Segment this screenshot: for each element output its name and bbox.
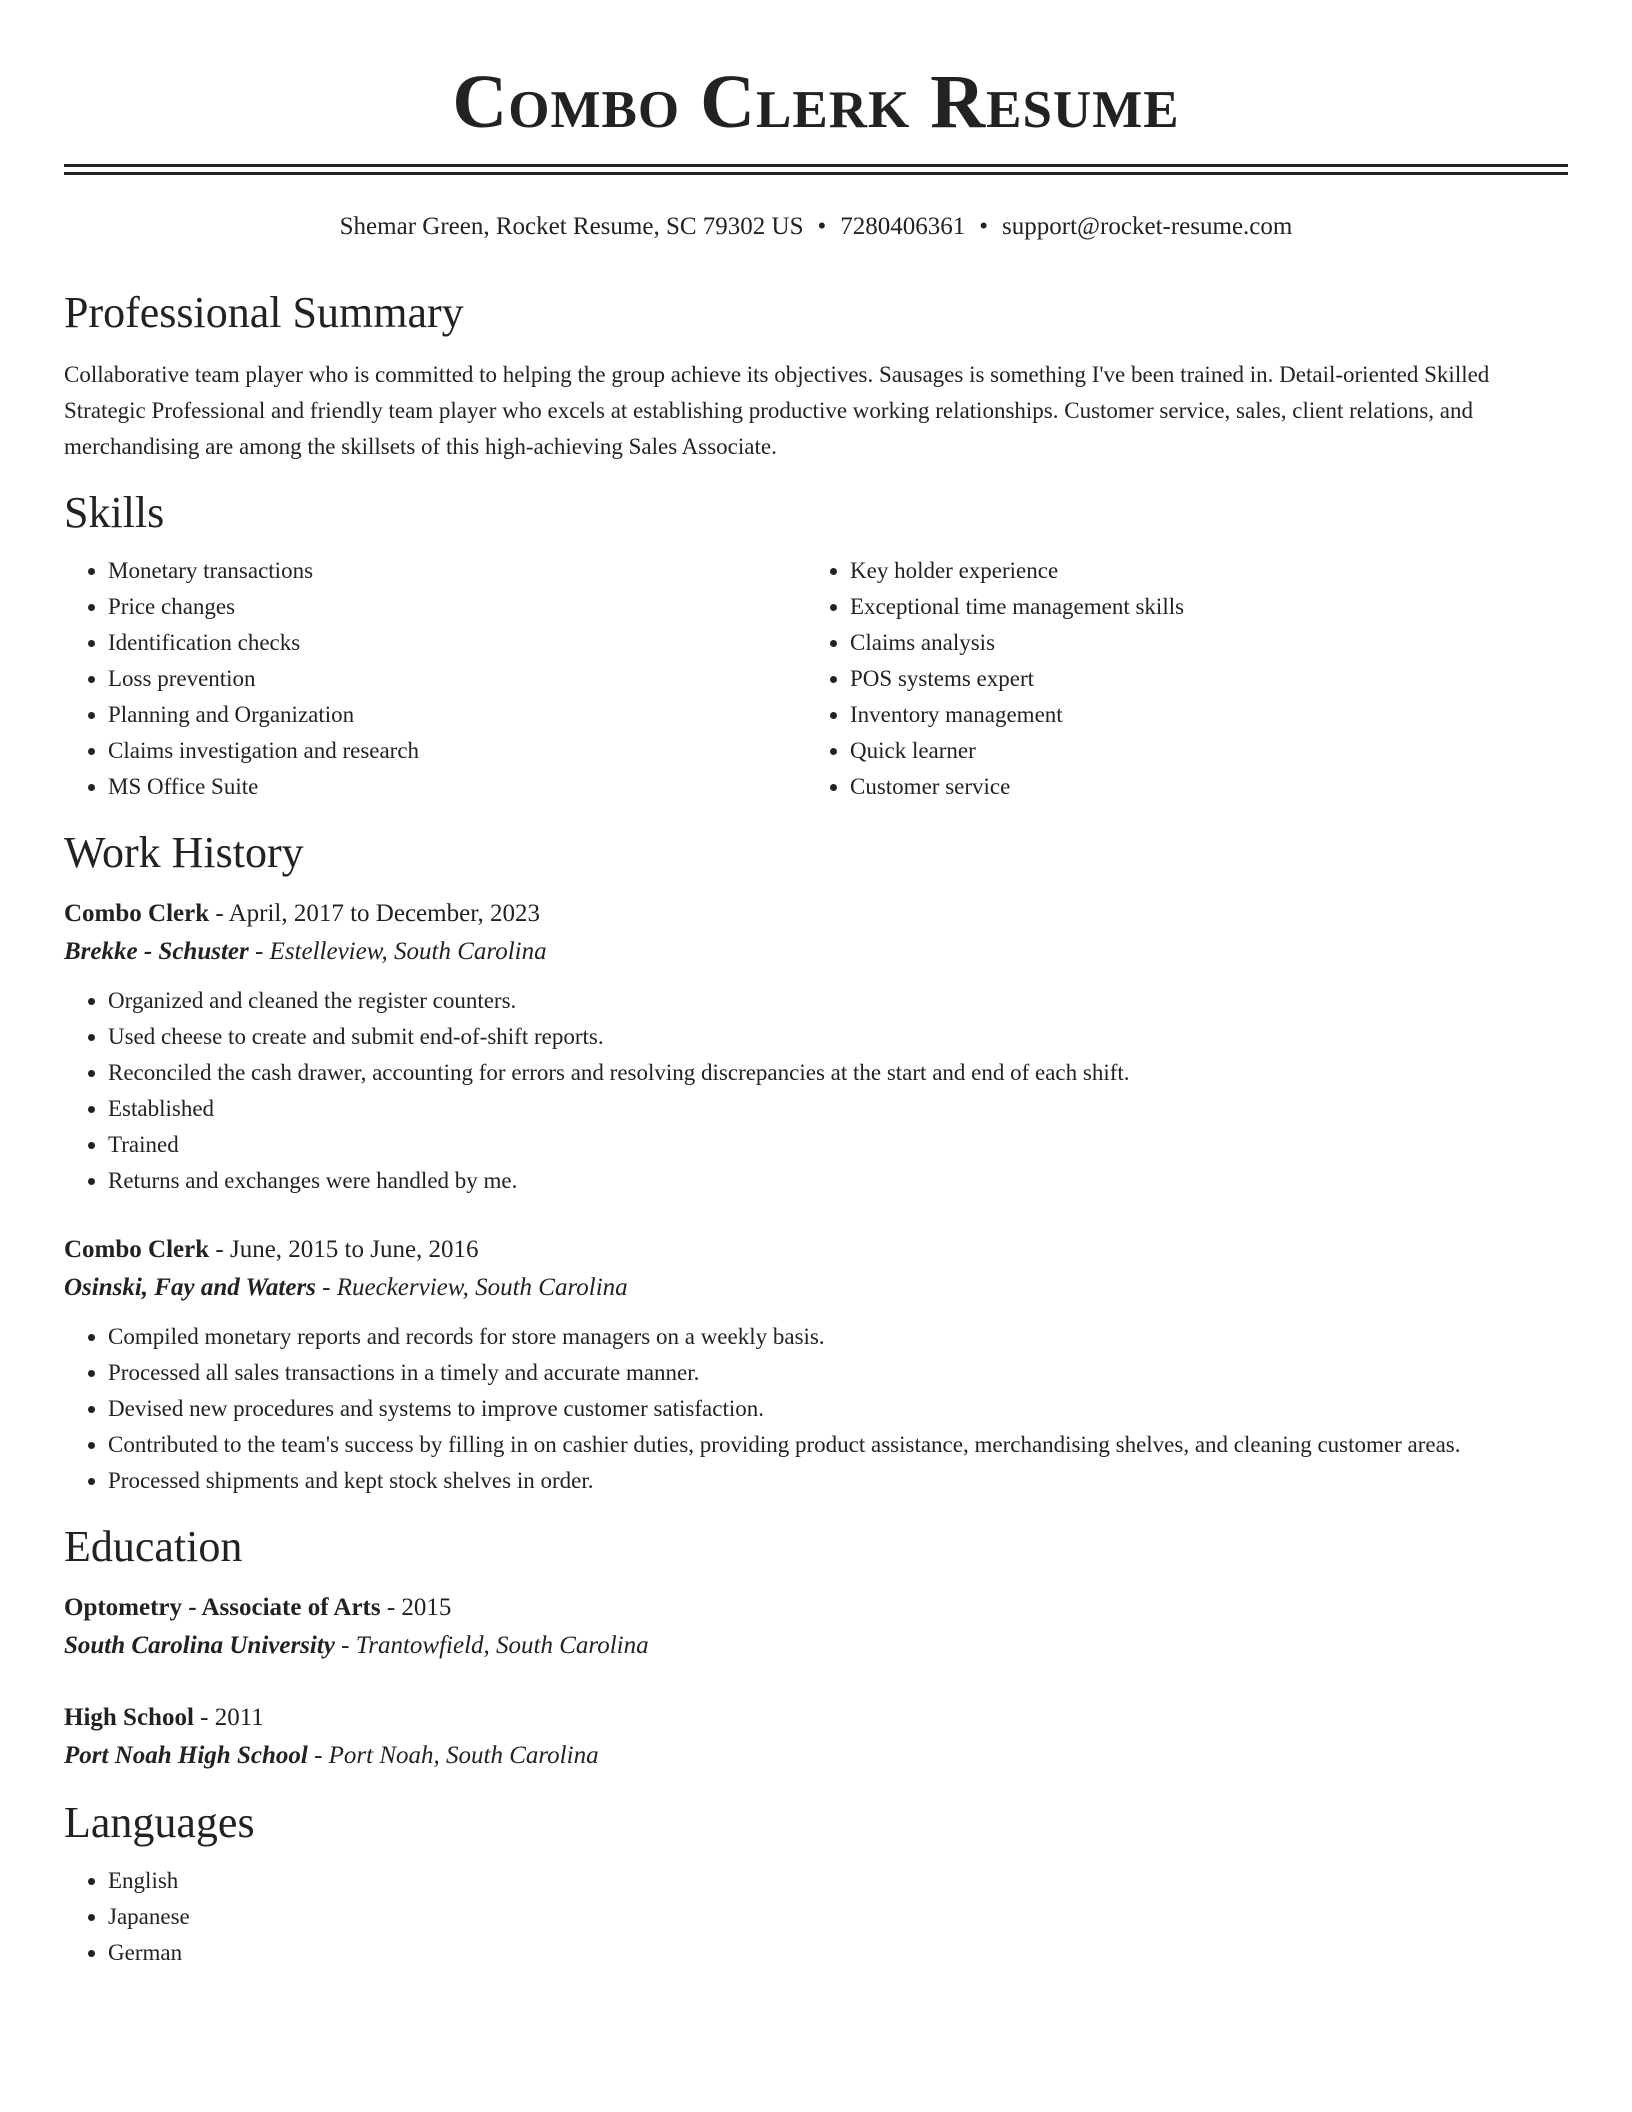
education-year: - 2015 (380, 1594, 452, 1621)
education-year: - 2011 (193, 1704, 264, 1731)
work-history-heading: Work History (64, 828, 304, 877)
skills-columns (64, 553, 1568, 805)
contact-separator: • (979, 213, 989, 240)
languages-heading: Languages (64, 1798, 255, 1847)
skills-list-left (64, 553, 806, 805)
job-bullet: • Processed shipments and kept stock shelves in order. (108, 1463, 1568, 1499)
education-location: - Port Noah, South Carolina (307, 1742, 599, 1769)
summary-heading: Professional Summary (64, 288, 464, 337)
title-divider (64, 164, 1568, 175)
skills-section (64, 487, 1568, 805)
contact-line (64, 211, 1568, 243)
education-school-line (64, 1737, 1568, 1775)
job-entry (64, 1231, 1568, 1499)
contact-email: support@rocket-resume.com (1002, 213, 1293, 240)
skill-item: • Exceptional time management skills (850, 589, 1548, 625)
job-bullet: • Processed all sales transactions in a timely and accurate manner. (108, 1355, 1568, 1391)
job-company: Brekke - Schuster (64, 938, 249, 965)
skills-column-left (64, 553, 806, 805)
job-title-line (64, 895, 1568, 933)
education-entry (64, 1699, 1568, 1775)
job-bullet: • Trained (108, 1127, 1568, 1163)
education-school-line (64, 1627, 1568, 1665)
contact-phone: 7280406361 (840, 213, 966, 240)
skill-item: • Claims investigation and research (108, 733, 806, 769)
education-location: - Trantowfield, South Carolina (334, 1632, 649, 1659)
education-school: South Carolina University (64, 1632, 335, 1659)
education-heading: Education (64, 1522, 243, 1571)
job-company: Osinski, Fay and Waters (64, 1274, 316, 1301)
job-title: Combo Clerk (64, 1236, 210, 1263)
skills-list-right (806, 553, 1548, 805)
skill-item: • Identification checks (108, 625, 806, 661)
education-school: Port Noah High School (64, 1742, 308, 1769)
summary-text: Collaborative team player who is committed to helping the group achieve its objectives. Sausages is something I've been trained in. Detail-oriented Skilled Strategic Professional and friendly team player who excels at establishing productive working relationships. Customer service, sales, client relations, and merchandising are among the skillsets of this high-achieving Sales Associate. (64, 362, 1490, 459)
skill-item: • Customer service (850, 769, 1548, 805)
work-history-section (64, 827, 1568, 1499)
job-dates: - June, 2015 to June, 2016 (209, 1236, 479, 1263)
job-location: - Rueckerview, South Carolina (315, 1274, 628, 1301)
job-company-line (64, 1269, 1568, 1307)
education-entry (64, 1589, 1568, 1665)
contact-separator: • (817, 213, 827, 240)
languages-section (64, 1797, 1568, 1971)
education-degree-line (64, 1589, 1568, 1627)
job-bullet: • Contributed to the team's success by filling in on cashier duties, providing product assistance, merchandising shelves, and cleaning customer areas. (108, 1427, 1568, 1463)
job-location: - Estelleview, South Carolina (248, 938, 547, 965)
skill-item: • Quick learner (850, 733, 1548, 769)
language-item: • English (108, 1863, 1568, 1899)
skill-item: • Loss prevention (108, 661, 806, 697)
skill-item: • Planning and Organization (108, 697, 806, 733)
skills-column-right (806, 553, 1548, 805)
job-title-line (64, 1231, 1568, 1269)
job-bullet: • Used cheese to create and submit end-of-shift reports. (108, 1019, 1568, 1055)
job-bullet: • Devised new procedures and systems to improve customer satisfaction. (108, 1391, 1568, 1427)
job-dates: - April, 2017 to December, 2023 (209, 900, 541, 927)
language-item: • Japanese (108, 1899, 1568, 1935)
languages-list (64, 1863, 1568, 1971)
skill-item: • Key holder experience (850, 553, 1548, 589)
education-degree-line (64, 1699, 1568, 1737)
job-bullet: • Organized and cleaned the register counters. (108, 983, 1568, 1019)
skill-item: • Inventory management (850, 697, 1548, 733)
job-title: Combo Clerk (64, 900, 210, 927)
education-degree: High School (64, 1704, 194, 1731)
job-bullet: • Reconciled the cash drawer, accounting for errors and resolving discrepancies at the start and end of each shift. (108, 1055, 1568, 1091)
skill-item: • MS Office Suite (108, 769, 806, 805)
education-section (64, 1521, 1568, 1775)
job-bullet: • Compiled monetary reports and records for store managers on a weekly basis. (108, 1319, 1568, 1355)
resume-title: Combo Clerk Resume (452, 60, 1180, 144)
summary-section (64, 287, 1568, 465)
skill-item: • Monetary transactions (108, 553, 806, 589)
skill-item: • POS systems expert (850, 661, 1548, 697)
skill-item: • Price changes (108, 589, 806, 625)
education-degree: Optometry - Associate of Arts (64, 1594, 381, 1621)
skills-heading: Skills (64, 488, 165, 537)
skill-item: • Claims analysis (850, 625, 1548, 661)
job-company-line (64, 933, 1568, 971)
language-item: • German (108, 1935, 1568, 1971)
job-bullets (64, 1319, 1568, 1499)
job-bullets (64, 983, 1568, 1199)
job-entry (64, 895, 1568, 1199)
contact-address: Shemar Green, Rocket Resume, SC 79302 US (339, 213, 804, 240)
job-bullet: • Established (108, 1091, 1568, 1127)
job-bullet: • Returns and exchanges were handled by me. (108, 1163, 1568, 1199)
